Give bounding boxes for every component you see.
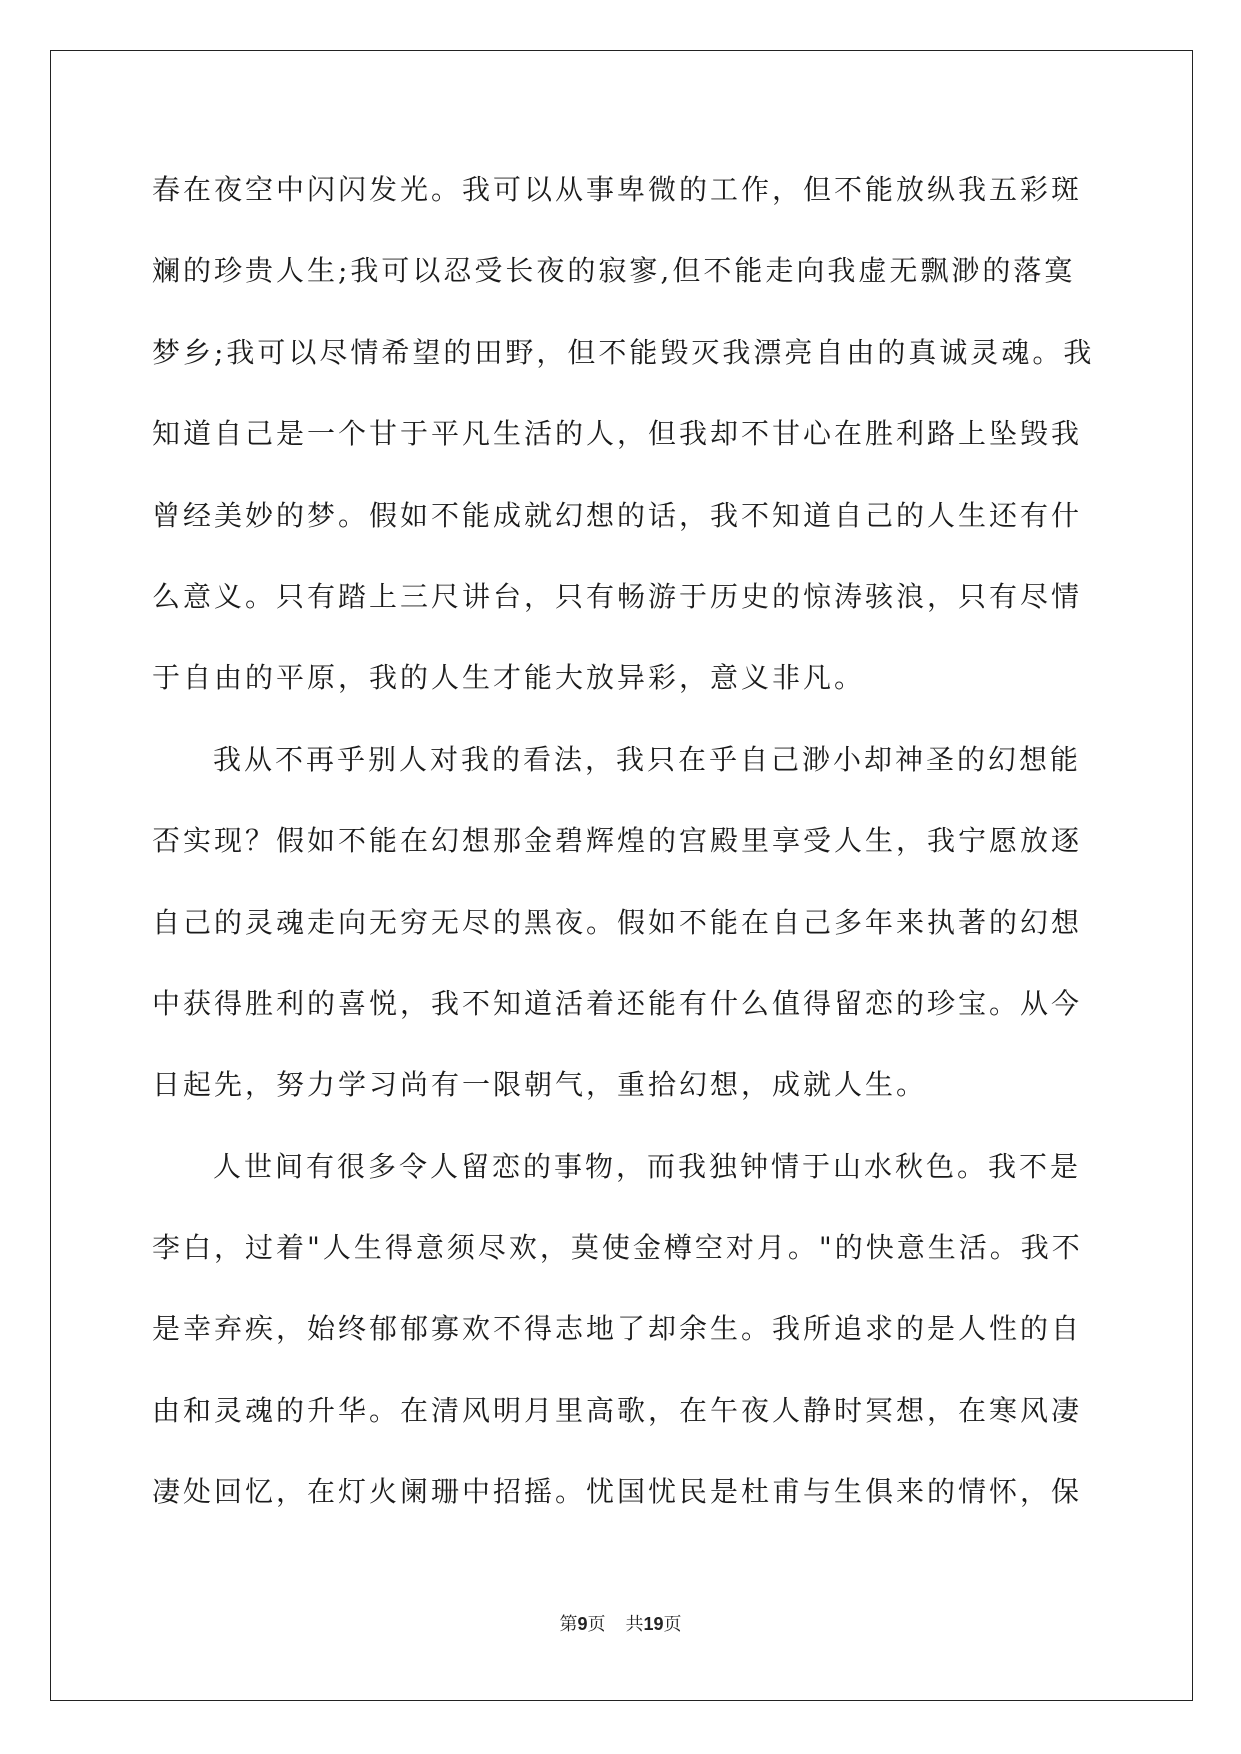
text-line-5: 曾经美妙的梦。假如不能成就幻想的话，我不知道自己的人生还有什	[152, 498, 1083, 532]
text-line-2: 斓的珍贵人生;我可以忍受长夜的寂寥,但不能走向我虚无飘渺的落寞	[152, 254, 1076, 288]
text-line-11: 中获得胜利的喜悦，我不知道活着还能有什么值得留恋的珍宝。从今	[152, 986, 1083, 1020]
text-line-8: 我从不再乎别人对我的看法，我只在乎自己渺小却神圣的幻想能	[213, 742, 1082, 776]
text-line-16: 由和灵魂的升华。在清风明月里高歌，在午夜人静时冥想，在寒风凄	[152, 1393, 1083, 1427]
total-pages: 19	[643, 1614, 664, 1634]
text-line-10: 自己的灵魂走向无穷无尽的黑夜。假如不能在自己多年来执著的幻想	[152, 905, 1083, 939]
text-line-3: 梦乡;我可以尽情希望的田野，但不能毁灭我漂亮自由的真诚灵魂。我	[152, 335, 1095, 369]
page-prefix: 第	[559, 1614, 578, 1635]
text-line-13: 人世间有很多令人留恋的事物，而我独钟情于山水秋色。我不是	[213, 1149, 1082, 1183]
page-footer	[0, 1610, 1241, 1636]
page-suffix: 页	[587, 1614, 606, 1635]
text-line-14: 李白，过着"人生得意须尽欢，莫使金樽空对月。"的快意生活。我不	[152, 1231, 1083, 1265]
total-suffix: 页	[663, 1614, 682, 1635]
document-body	[152, 160, 1095, 1544]
page-number: 9	[577, 1614, 588, 1634]
text-line-9: 否实现？假如不能在幻想那金碧辉煌的宫殿里享受人生，我宁愿放逐	[152, 824, 1083, 858]
text-line-15: 是幸弃疾，始终郁郁寡欢不得志地了却余生。我所追求的是人性的自	[152, 1312, 1083, 1346]
text-line-6: 么意义。只有踏上三尺讲台，只有畅游于历史的惊涛骇浪，只有尽情	[152, 579, 1083, 613]
text-line-7: 于自由的平原，我的人生才能大放异彩，意义非凡。	[152, 661, 866, 695]
text-line-1: 春在夜空中闪闪发光。我可以从事卑微的工作，但不能放纵我五彩斑	[152, 173, 1083, 206]
text-line-17: 凄处回忆，在灯火阑珊中招摇。忧国忧民是杜甫与生俱来的情怀，保	[152, 1475, 1083, 1509]
total-prefix: 共	[625, 1614, 644, 1635]
text-line-4: 知道自己是一个甘于平凡生活的人，但我却不甘心在胜利路上坠毁我	[152, 417, 1083, 451]
text-line-12: 日起先，努力学习尚有一限朝气，重拾幻想，成就人生。	[152, 1068, 928, 1102]
